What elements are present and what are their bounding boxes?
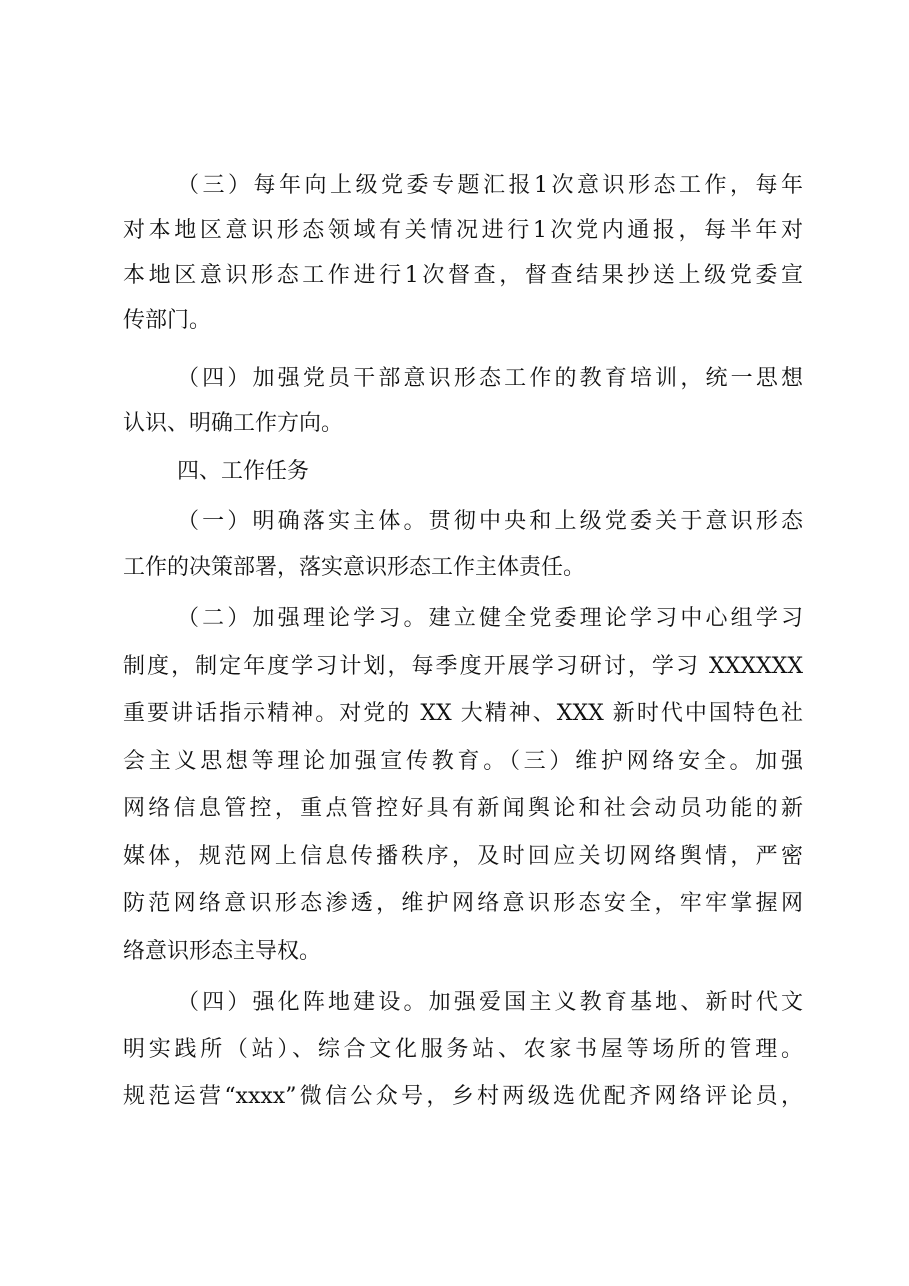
paragraph-line: （四）加强党员干部意识形态工作的教育培训，统一思想: [177, 366, 803, 391]
paragraph-line: （三）每年向上级党委专题汇报1次意识形态工作，每年: [177, 173, 803, 198]
paragraph-line: 制度，制定年度学习计划，每季度开展学习研讨，学习 XXXXXX: [123, 654, 803, 679]
paragraph-line: 防范网络意识形态渗透，维护网络意识形态安全，牢牢掌握网: [123, 891, 803, 916]
paragraph-line: 认识、明确工作方向。: [123, 411, 344, 436]
paragraph-line: 重要讲话指示精神。对党的 XX 大精神、XXX 新时代中国特色社: [123, 701, 803, 726]
paragraph-line: 规范运营“xxxx”微信公众号，乡村两级选优配齐网络评论员，: [123, 1084, 803, 1109]
paragraph-line: 对本地区意识形态领域有关情况进行1次党内通报，每半年对: [123, 218, 803, 243]
paragraph-line: （四）强化阵地建设。加强爱国主义教育基地、新时代文: [177, 990, 803, 1015]
paragraph-line: 明实践所（站）、综合文化服务站、农家书屋等场所的管理。: [123, 1037, 803, 1062]
paragraph-line: （一）明确落实主体。贯彻中央和上级党委关于意识形态: [177, 509, 803, 534]
paragraph-line: 传部门。: [123, 308, 212, 333]
section-heading: 四、工作任务: [177, 459, 310, 484]
paragraph-line: 络意识形态主导权。: [123, 939, 322, 964]
paragraph-line: 媒体，规范网上信息传播秩序，及时回应关切网络舆情，严密: [123, 844, 803, 869]
paragraph-line: 网络信息管控，重点管控好具有新闻舆论和社会动员功能的新: [123, 796, 803, 821]
paragraph-line: 会主义思想等理论加强宣传教育。（三）维护网络安全。加强: [123, 749, 803, 774]
paragraph-line: （二）加强理论学习。建立健全党委理论学习中心组学习: [177, 606, 803, 631]
paragraph-line: 本地区意识形态工作进行1次督查，督查结果抄送上级党委宣: [123, 263, 803, 288]
paragraph-line: 工作的决策部署，落实意识形态工作主体责任。: [123, 555, 586, 580]
